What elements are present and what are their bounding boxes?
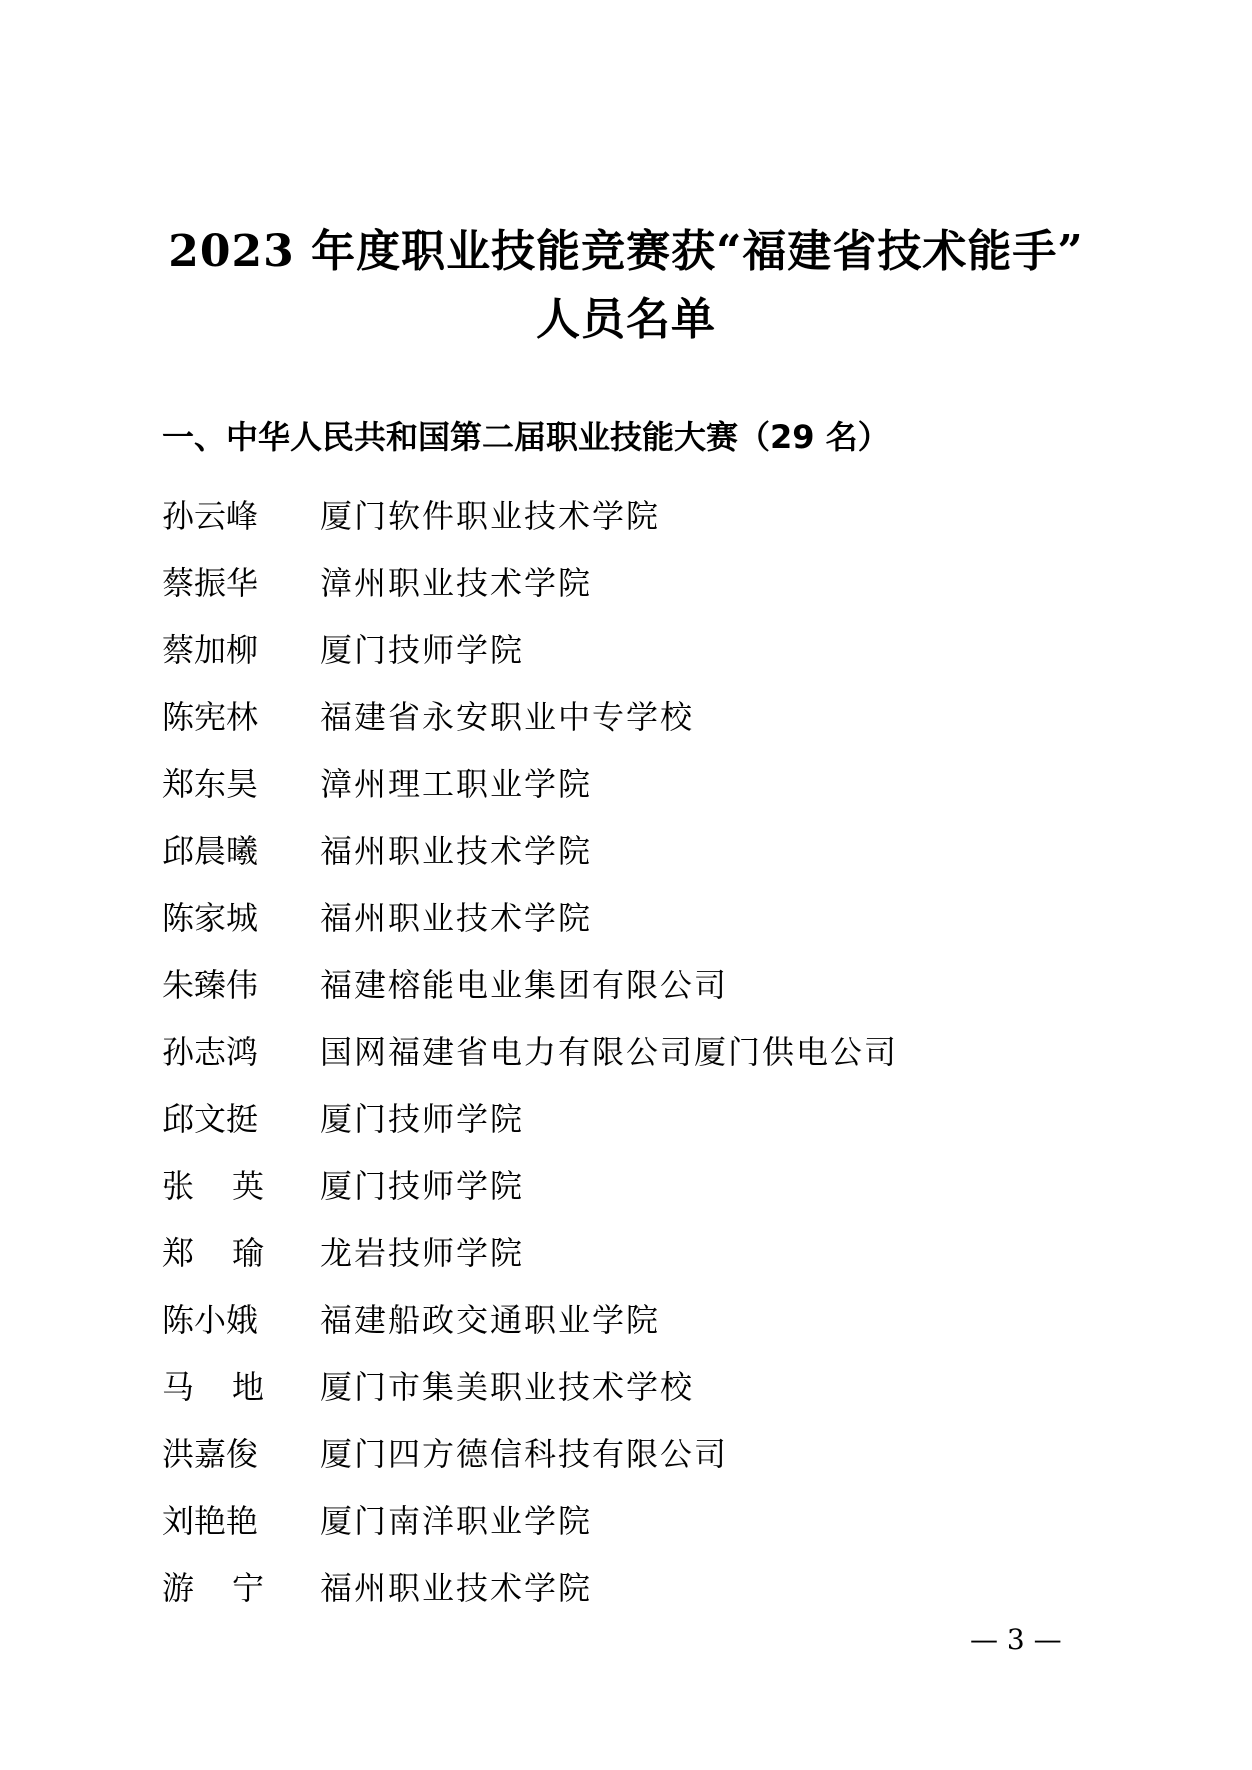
awardee-organization: 漳州职业技术学院 (320, 563, 593, 602)
list-item (162, 549, 898, 616)
awardee-list (162, 482, 898, 1621)
list-item (162, 1152, 898, 1219)
awardee-name-char: 马 (162, 1367, 195, 1406)
awardee-organization: 厦门四方德信科技有限公司 (320, 1434, 729, 1473)
document-title-line-1: 2023 年度职业技能竞赛获“福建省技术能手” (168, 226, 1084, 277)
awardee-organization: 厦门市集美职业技术学校 (320, 1367, 695, 1406)
list-item (162, 1286, 898, 1353)
awardee-organization: 漳州理工职业学院 (320, 764, 593, 803)
awardee-name-char: 地 (231, 1367, 264, 1406)
awardee-organization: 厦门南洋职业学院 (320, 1501, 593, 1540)
awardee-name: 孙云峰 (162, 496, 259, 535)
awardee-name-char: 游 (162, 1568, 195, 1607)
list-item (162, 1420, 898, 1487)
list-item (162, 1554, 898, 1621)
awardee-name-char: 张 (162, 1166, 195, 1205)
awardee-name (162, 1164, 264, 1208)
awardee-organization: 福建船政交通职业学院 (320, 1300, 661, 1339)
awardee-organization: 福州职业技术学院 (320, 831, 593, 870)
list-item (162, 951, 898, 1018)
awardee-organization: 福建省永安职业中专学校 (320, 697, 695, 736)
list-item (162, 750, 898, 817)
awardee-name-char: 宁 (231, 1568, 264, 1607)
awardee-name: 刘艳艳 (162, 1501, 259, 1540)
awardee-organization: 厦门技师学院 (320, 1166, 525, 1205)
awardee-name (162, 1365, 264, 1409)
awardee-name-char: 瑜 (231, 1233, 264, 1272)
awardee-organization: 福州职业技术学院 (320, 1568, 593, 1607)
list-item (162, 482, 898, 549)
awardee-name: 邱晨曦 (162, 831, 259, 870)
awardee-organization: 厦门技师学院 (320, 1099, 525, 1138)
awardee-name: 朱臻伟 (162, 965, 259, 1004)
list-item (162, 884, 898, 951)
awardee-organization: 龙岩技师学院 (320, 1233, 525, 1272)
section-heading: 一、中华人民共和国第二届职业技能大赛（29 名） (162, 418, 890, 456)
awardee-name-char: 郑 (162, 1233, 195, 1272)
awardee-name: 蔡加柳 (162, 630, 259, 669)
awardee-organization: 厦门软件职业技术学院 (320, 496, 661, 535)
list-item (162, 1085, 898, 1152)
awardee-name: 陈家城 (162, 898, 259, 937)
awardee-name: 邱文挺 (162, 1099, 259, 1138)
list-item (162, 817, 898, 884)
awardee-organization: 国网福建省电力有限公司厦门供电公司 (320, 1032, 899, 1071)
list-item (162, 1018, 898, 1085)
awardee-organization: 福建榕能电业集团有限公司 (320, 965, 729, 1004)
awardee-name (162, 1231, 264, 1275)
awardee-organization: 福州职业技术学院 (320, 898, 593, 937)
awardee-organization: 厦门技师学院 (320, 630, 525, 669)
list-item (162, 616, 898, 683)
awardee-name: 蔡振华 (162, 563, 259, 602)
awardee-name-char: 英 (231, 1166, 264, 1205)
page-number: — 3 — (970, 1623, 1062, 1656)
awardee-name: 孙志鸿 (162, 1032, 259, 1071)
list-item (162, 1353, 898, 1420)
list-item (162, 683, 898, 750)
list-item (162, 1487, 898, 1554)
awardee-name: 郑东昊 (162, 764, 259, 803)
awardee-name (162, 1566, 264, 1610)
awardee-name: 洪嘉俊 (162, 1434, 259, 1473)
awardee-name: 陈宪林 (162, 697, 259, 736)
list-item (162, 1219, 898, 1286)
document-title-line-2: 人员名单 (536, 294, 716, 345)
awardee-name: 陈小娥 (162, 1300, 259, 1339)
